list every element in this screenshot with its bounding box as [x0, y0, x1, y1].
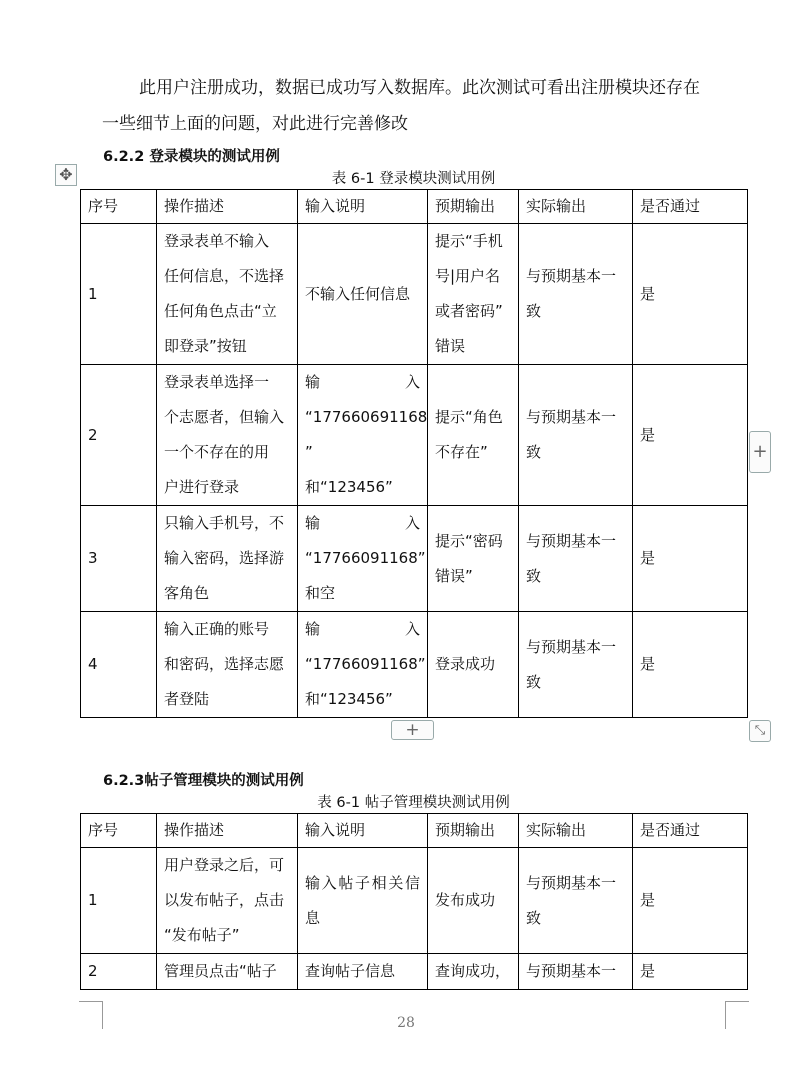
table-row — [81, 954, 748, 990]
table-row — [81, 365, 748, 506]
cell-no: 3 — [81, 506, 157, 612]
cell-input: 查询帖子信息 — [298, 954, 428, 990]
cell-pass: 是 — [633, 365, 748, 506]
page-number: 28 — [397, 1015, 415, 1031]
add-column-button[interactable]: + — [749, 431, 771, 473]
cell-expected: 提示“角色 不存在” — [428, 365, 519, 506]
cell-actual: 与预期基本一 致 — [519, 365, 633, 506]
cell-no: 4 — [81, 612, 157, 718]
cell-expected: 查询成功， — [428, 954, 519, 990]
intro-line-1: 此用户注册成功，数据已成功写入数据库。此次测试可看出注册模块还存在 — [139, 78, 700, 98]
posts-test-table — [80, 813, 748, 990]
cell-actual: 与预期基本一 致 — [519, 506, 633, 612]
cell-pass: 是 — [633, 612, 748, 718]
add-row-button[interactable]: + — [391, 720, 434, 740]
table-header-row — [81, 814, 748, 848]
section-heading-login: 6.2.2 登录模块的测试用例 — [103, 149, 280, 165]
table-row — [81, 848, 748, 954]
cell-actual: 与预期基本一 致 — [519, 224, 633, 365]
cell-description: 只输入手机号，不 输入密码，选择游 客角色 — [157, 506, 298, 612]
table-header-cell: 操作描述 — [157, 814, 298, 848]
cell-no: 1 — [81, 848, 157, 954]
cell-description: 管理员点击“帖子 — [157, 954, 298, 990]
table-header-cell: 预期输出 — [428, 190, 519, 224]
cell-expected: 提示“密码 错误” — [428, 506, 519, 612]
cell-input: 不输入任何信息 — [298, 224, 428, 365]
cell-pass: 是 — [633, 848, 748, 954]
cell-input: 输 入 “17766091168” 和空 — [298, 506, 428, 612]
table-move-handle-icon[interactable]: ✥ — [55, 164, 77, 186]
table-header-row — [81, 190, 748, 224]
cell-pass: 是 — [633, 224, 748, 365]
cell-no: 2 — [81, 365, 157, 506]
login-test-table — [80, 189, 748, 718]
cell-description: 登录表单不输入 任何信息，不选择 任何角色点击“立 即登录”按钮 — [157, 224, 298, 365]
table-header-cell: 序号 — [81, 190, 157, 224]
section-heading-posts: 6.2.3帖子管理模块的测试用例 — [103, 773, 304, 789]
cell-pass: 是 — [633, 954, 748, 990]
cell-no: 2 — [81, 954, 157, 990]
table-header-cell: 预期输出 — [428, 814, 519, 848]
intro-line-2: 一些细节上面的问题，对此进行完善修改 — [102, 114, 408, 134]
table-header-cell: 输入说明 — [298, 190, 428, 224]
cell-no: 1 — [81, 224, 157, 365]
cell-expected: 发布成功 — [428, 848, 519, 954]
table-row — [81, 224, 748, 365]
cell-actual: 与预期基本一 致 — [519, 612, 633, 718]
cell-expected: 提示“手机 号|用户名 或者密码” 错误 — [428, 224, 519, 365]
table-header-cell: 操作描述 — [157, 190, 298, 224]
cell-actual: 与预期基本一 — [519, 954, 633, 990]
cell-description: 输入正确的账号 和密码，选择志愿 者登陆 — [157, 612, 298, 718]
cell-description: 用户登录之后，可 以发布帖子，点击 “发布帖子” — [157, 848, 298, 954]
table-header-cell: 序号 — [81, 814, 157, 848]
cell-input: 输 入 “177660691168 ” 和“123456” — [298, 365, 428, 506]
cell-actual: 与预期基本一 致 — [519, 848, 633, 954]
intro-paragraph — [102, 70, 742, 142]
cell-input: 输入帖子相关信 息 — [298, 848, 428, 954]
cell-description: 登录表单选择一 个志愿者，但输入 一个不存在的用 户进行登录 — [157, 365, 298, 506]
table-caption-login: 表 6-1 登录模块测试用例 — [331, 171, 496, 187]
cell-input: 输 入 “17766091168” 和“123456” — [298, 612, 428, 718]
table-caption-posts: 表 6-1 帖子管理模块测试用例 — [317, 795, 510, 811]
cell-expected: 登录成功 — [428, 612, 519, 718]
table-header-cell: 是否通过 — [633, 190, 748, 224]
table-header-cell: 实际输出 — [519, 190, 633, 224]
table-resize-handle-icon[interactable]: ⤡ — [749, 720, 771, 742]
table-header-cell: 输入说明 — [298, 814, 428, 848]
cell-pass: 是 — [633, 506, 748, 612]
table-header-cell: 实际输出 — [519, 814, 633, 848]
table-row — [81, 612, 748, 718]
table-header-cell: 是否通过 — [633, 814, 748, 848]
table-row — [81, 506, 748, 612]
